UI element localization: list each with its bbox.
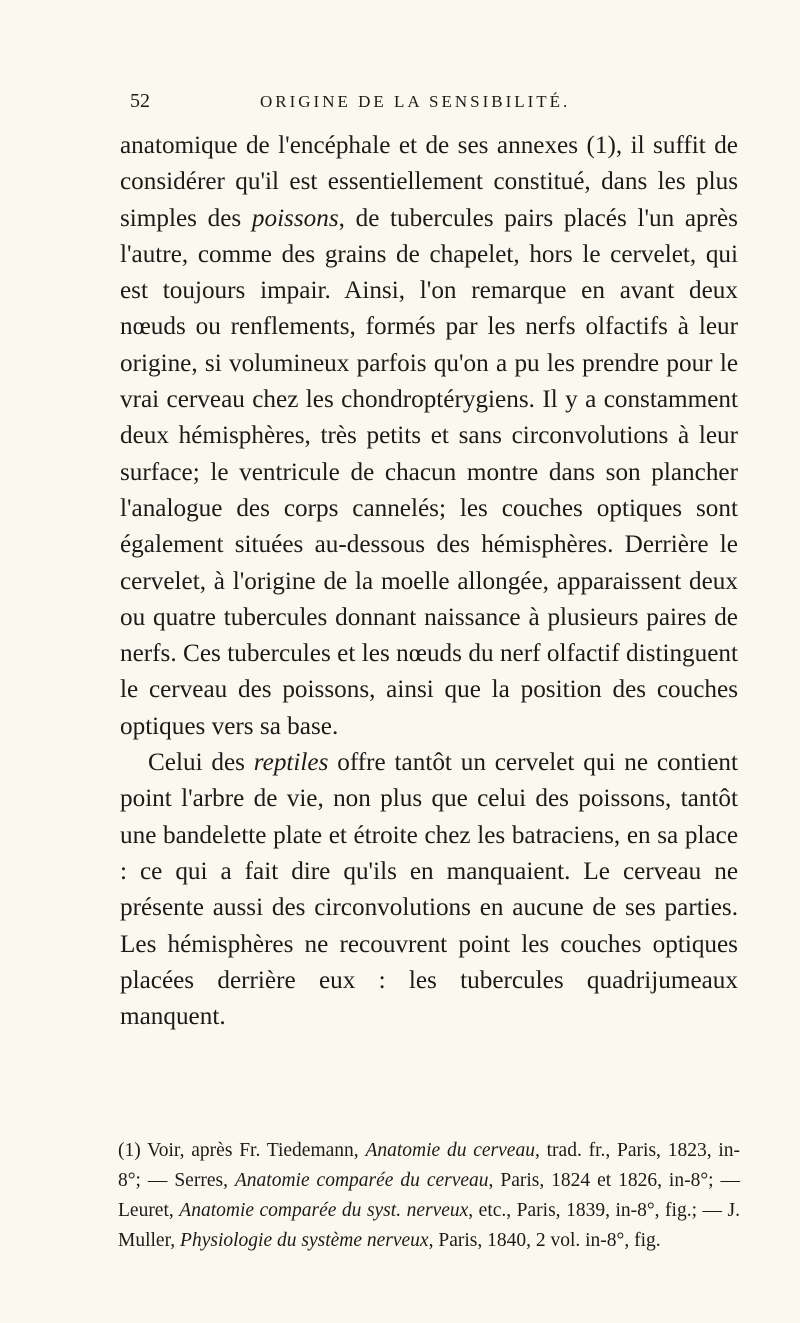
paragraph-1-text-a: anatomique de l'encéphale et de ses annexes (1), il suffit de considérer qu'il est essentiellement constitué, dans les plus simples des (120, 132, 738, 232)
footnote-text-2: , trad. fr., Paris, 1823, in-8°; — Serres, (118, 1140, 741, 1191)
paragraph-2-text-b: offre tantôt un cervelet qui ne contient point l'arbre de vie, non plus que celui des poissons, tantôt une bandelette plate et étroite chez les batraciens, en sa place : ce qui a fait dire qu'ils en manquaient. Le cerveau ne présente aussi des circonvolutions en aucune de ses parties. Les hémisphères ne recouvrent point les couches optiques placées derrière eux : les tubercules quadrijumeaux manquent. (120, 749, 738, 1031)
footnote-1 (118, 1136, 740, 1256)
footnote-italic-3: Anatomie comparée du syst. nerveux (179, 1200, 469, 1221)
running-title: ORIGINE DE LA SENSIBILITÉ. (260, 92, 571, 111)
footnotes (118, 1136, 740, 1256)
paragraph-1 (120, 128, 738, 745)
footnote-text-4: , etc., Paris, 1839, in-8°, fig.; — J. Muller, (118, 1200, 740, 1251)
footnote-italic-4: Physiologie du système nerveux (180, 1230, 429, 1251)
footnote-italic-1: Anatomie du cerveau (365, 1140, 535, 1161)
footnote-text-5: , Paris, 1840, 2 vol. in-8°, fig. (428, 1230, 661, 1251)
footnote-text-1: (1) Voir, après Fr. Tiedemann, (118, 1140, 366, 1161)
paragraph-1-text-b: , de tubercules pairs placés l'un après l'autre, comme des grains de chapelet, hors le cervelet, qui est toujours impair. Ainsi, l'on remarque en avant deux nœuds ou renflements, formés par les nerfs olfactifs à leur origine, si volumineux parfois qu'on a pu les prendre pour le vrai cerveau chez les chondroptérygiens. Il y a constamment deux hémisphères, très petits et sans circonvolutions à leur surface; le ventricule de chacun montre dans son plancher l'analogue des corps cannelés; les couches optiques sont également situées au-dessous des hémisphères. Derrière le cervelet, à l'origine de la moelle allongée, apparaissent deux ou quatre tubercules donnant naissance à plusieurs paires de nerfs. Ces tubercules et les nœuds du nerf olfactif distinguent le cerveau des poissons, ainsi que la position des couches optiques vers sa base. (120, 204, 738, 740)
body-text (120, 128, 738, 1035)
page-header (130, 90, 730, 120)
page-number: 52 (130, 90, 150, 112)
paragraph-1-italic: poissons (251, 204, 339, 232)
footnote-text-3: , Paris, 1824 et 1826, in-8°; — Leuret, (118, 1170, 740, 1221)
footnote-italic-2: Anatomie comparée du cerveau (234, 1170, 489, 1191)
paragraph-2-text-a: Celui des (148, 749, 254, 777)
paragraph-2 (120, 745, 738, 1035)
paragraph-2-italic: reptiles (253, 749, 329, 777)
